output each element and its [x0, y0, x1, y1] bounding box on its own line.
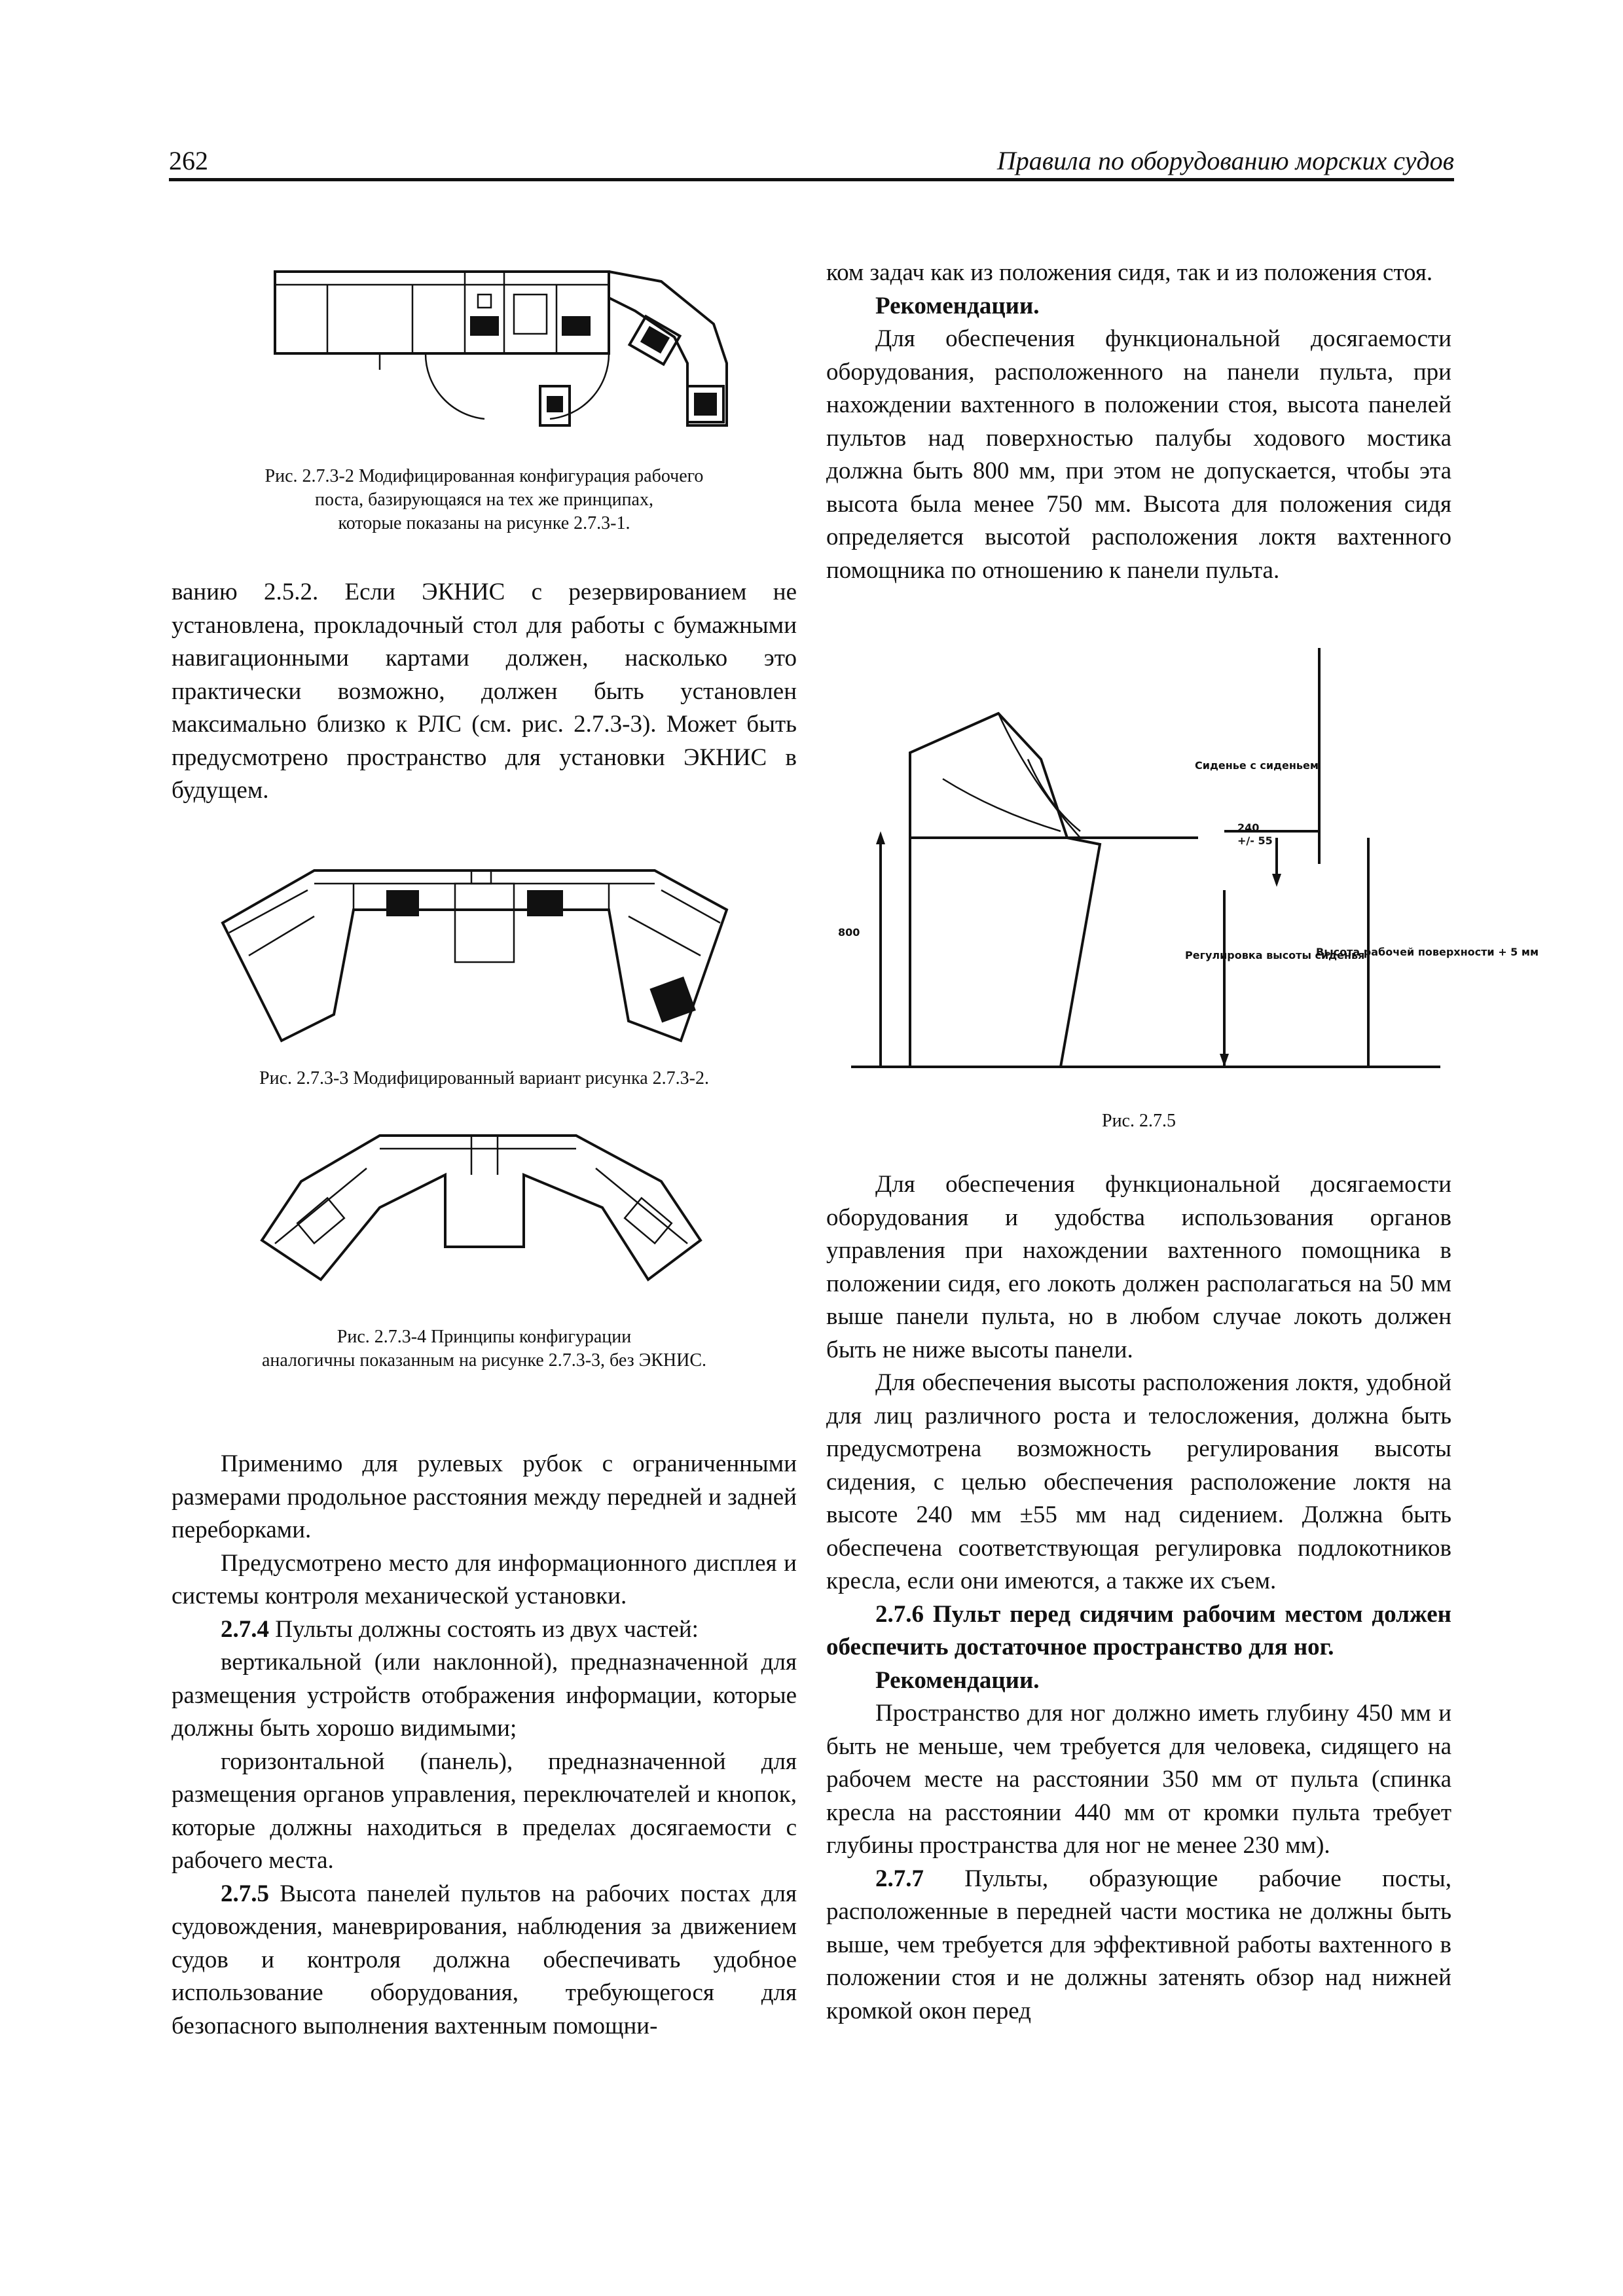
caption-line: Рис. 2.7.3-4 Принципы конфигурации — [337, 1327, 632, 1347]
paragraph: Для обеспечения функциональной досягаемости оборудования, расположенного на панели пульта, при нахождении вахтенного в положении стоя, высота панелей пультов над поверхностью палубы ходового мостика должна быть 800 мм, при этом не допускается, чтобы эта высота была менее 750 мм. Высота для положения сидя определяется высотой расположения локтя вахтенного помощника по отношению к панели пульта. — [826, 325, 1451, 584]
caption-line: Рис. 2.7.3-3 Модифицированный вариант рисунка 2.7.3-2. — [259, 1068, 709, 1088]
recommendations-heading: Рекомендации. — [875, 292, 1040, 319]
section-number: 2.7.7 — [875, 1865, 924, 1892]
figure-2-7-3-2 — [268, 265, 773, 448]
caption-2-7-3-2 — [172, 465, 797, 535]
section-number: 2.7.4 — [221, 1615, 269, 1643]
label-height: 800 — [838, 926, 860, 939]
paragraph — [172, 1613, 797, 1647]
caption-2-7-3-4 — [172, 1325, 797, 1372]
page-number: 262 — [169, 146, 208, 175]
figure-2-7-3-3 — [203, 844, 766, 1054]
caption-2-7-5 — [826, 1109, 1451, 1133]
paragraph: горизонтальной (панель), предназначенной для размещения органов управления, переключателей и кнопок, которые должны находиться в пределах досягаемости с рабочего места. — [172, 1748, 797, 1874]
paragraph: Для обеспечения функциональной досягаемости оборудования и удобства использования органов управления при нахождении вахтенного помощника в положении сидя, его локоть должен располагаться на 50 мм выше панели пульта, но в любом случае локоть должен быть не ниже высоты панели. — [826, 1171, 1451, 1363]
caption-line: аналогичны показанным на рисунке 2.7.3-3, без ЭКНИС. — [261, 1350, 707, 1371]
label-tolerance: +/- 55 — [1237, 834, 1273, 847]
label-right: Высота рабочей поверхности + 5 мм — [1316, 946, 1539, 958]
caption-line: Рис. 2.7.5 — [1102, 1111, 1176, 1131]
running-title: Правила по оборудованию морских судов — [996, 146, 1454, 175]
caption-2-7-3-3 — [172, 1067, 797, 1090]
paragraph: Для обеспечения высоты расположения локтя, удобной для лиц различного роста и телосложения, должна быть предусмотрена возможность регулирования высоты сидения, с целью обеспечения расположение локтя на высоте 240 мм ±55 мм над сидением. Должна быть обеспечена соответствующая регулировка подлокотников кресла, если они имеются, а также их съем. — [826, 1369, 1451, 1594]
paragraph: вертикальной (или наклонной), предназначенной для размещения устройств отображения информации, которые должны быть хорошо видимыми; — [172, 1649, 797, 1742]
section-number: 2.7.5 — [221, 1880, 269, 1907]
caption-line: поста, базирующаяся на тех же принципах, — [314, 490, 653, 510]
paragraph-text: Высота панелей пультов на рабочих постах для судовождения, маневрирования, наблюдения за движением судов и контроля должна обеспечивать удобное использование оборудования, требующегося для безопасного выполнения вахтенным помощни- — [172, 1880, 797, 2039]
paragraph: ванию 2.5.2. Если ЭКНИС с резервированием не установлена, прокладочный стол для работы с бумажными навигационными картами должен, насколько это практически возможно, должен быть установлен максимально близко к РЛС (см. рис. 2.7.3-3). Может быть предусмотрено пространство для установки ЭКНИС в будущем. — [172, 579, 797, 804]
caption-line: которые показаны на рисунке 2.7.3-1. — [338, 513, 630, 533]
label-elbow: 240 — [1237, 821, 1260, 834]
figure-2-7-5 — [831, 648, 1539, 1093]
section-heading: 2.7.6 Пульт перед сидячим рабочим местом должен обеспечить достаточное пространство для ног. — [826, 1600, 1451, 1660]
paragraph: ком задач как из положения сидя, так и из положения стоя. — [826, 259, 1433, 286]
left-col-text-2 — [172, 1448, 797, 2043]
recommendations-heading: Рекомендации. — [875, 1666, 1040, 1694]
paragraph: Предусмотрено место для информационного дисплея и системы контроля механической установки. — [172, 1549, 797, 1609]
label-seat: Регулировка высоты сиденья — [1185, 949, 1365, 961]
label-top: Сиденье с сиденьем — [1195, 759, 1319, 772]
figure-2-7-3-4 — [236, 1129, 740, 1299]
right-col-text-1 — [826, 257, 1451, 587]
paragraph: Пространство для ног должно иметь глубину 450 мм и быть не меньше, чем требуется для человека, сидящего на рабочем месте на расстоянии 350 мм от пульта (спинка кресла на расстоянии 440 мм от кромки пульта требует глубины пространства для ног не менее 230 мм). — [826, 1700, 1451, 1859]
right-col-text-2 — [826, 1168, 1451, 2028]
paragraph — [826, 1863, 1451, 2028]
caption-line: Рис. 2.7.3-2 Модифицированная конфигурация рабочего — [264, 466, 704, 486]
left-col-text-1 — [172, 576, 797, 808]
paragraph-text: Пульты, образующие рабочие посты, расположенные в передней части мостика не должны быть выше, чем требуется для эффективной работы вахтенного в положении стоя и не должны затенять обзор над нижней кромкой окон перед — [826, 1865, 1451, 2024]
paragraph-text: Пульты должны состоять из двух частей: — [269, 1615, 699, 1643]
header-rule — [169, 178, 1454, 181]
paragraph — [172, 1878, 797, 2043]
paragraph: Применимо для рулевых рубок с ограниченными размерами продольное расстояния между передней и задней переборками. — [172, 1450, 797, 1543]
